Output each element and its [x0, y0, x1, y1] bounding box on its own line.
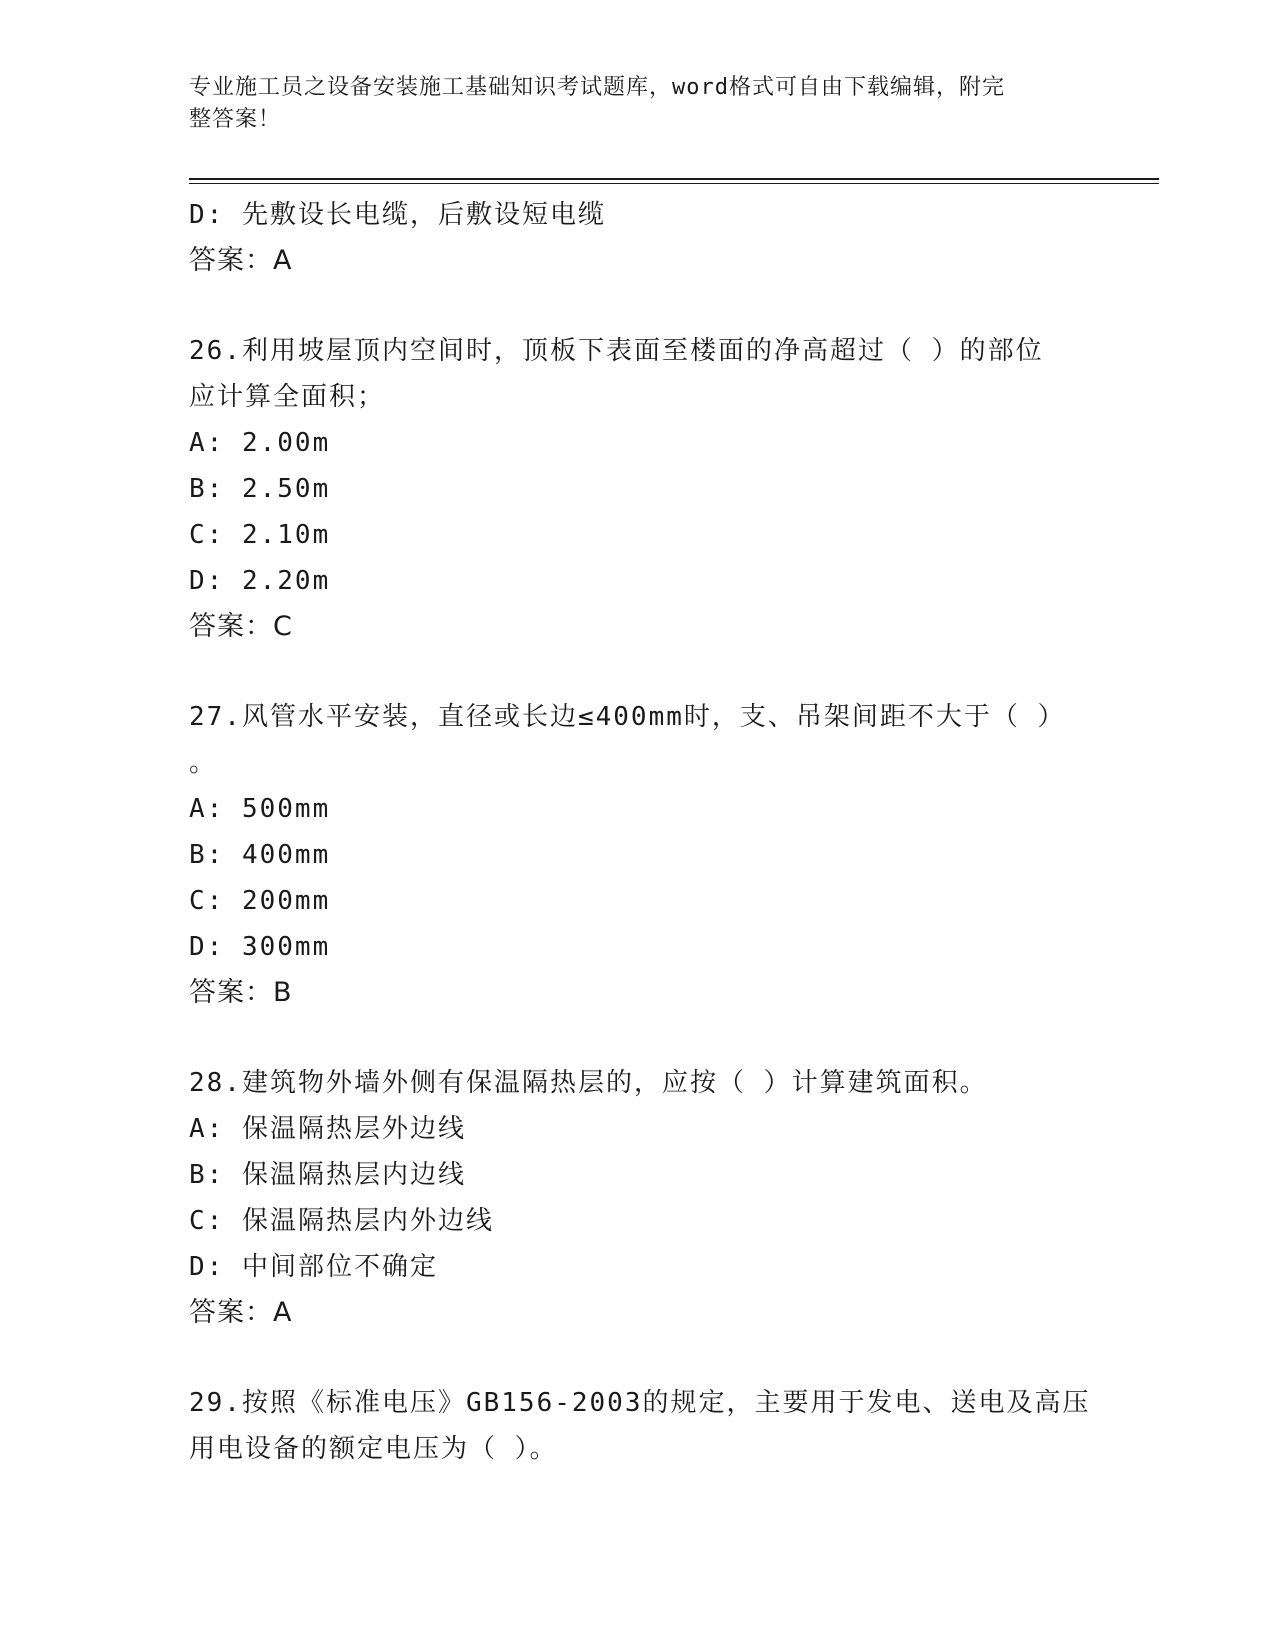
answer: 答案：C: [189, 611, 293, 642]
option-a: A: 500mm: [189, 794, 331, 824]
spacer: [189, 650, 1089, 694]
header-line-1: 专业施工员之设备安装施工基础知识考试题库，word格式可自由下载编辑，附完: [189, 75, 1005, 100]
option-c: C: 2.10m: [189, 520, 331, 550]
option-b: B: 400mm: [189, 840, 331, 870]
spacer: [189, 1016, 1089, 1060]
question-text-line: 。: [189, 748, 218, 778]
option-b: B: 保温隔热层内边线: [189, 1160, 466, 1190]
page-header: [189, 72, 1069, 136]
option-a: A: 2.00m: [189, 428, 331, 458]
question-text-line: 28.建筑物外墙外侧有保温隔热层的，应按（ ）计算建筑面积。: [189, 1068, 988, 1098]
header-divider-thick: [189, 178, 1159, 180]
prev-option-d: D: 先敷设长电缆，后敷设短电缆: [189, 200, 606, 230]
answer: 答案：A: [189, 1297, 293, 1328]
option-a: A: 保温隔热层外边线: [189, 1114, 466, 1144]
spacer: [189, 284, 1089, 328]
answer: 答案：B: [189, 977, 293, 1008]
question-29: [189, 1380, 1089, 1472]
option-d: D: 中间部位不确定: [189, 1252, 438, 1282]
prev-answer: 答案：A: [189, 245, 293, 276]
question-28: [189, 1060, 1089, 1336]
option-d: D: 300mm: [189, 932, 331, 962]
header-line-2: 整答案！: [189, 107, 282, 132]
spacer: [189, 1336, 1089, 1380]
question-text-line: 应计算全面积；: [189, 382, 386, 412]
option-d: D: 2.20m: [189, 566, 331, 596]
question-26: [189, 328, 1089, 650]
header-divider-thin: [189, 183, 1159, 184]
question-27: [189, 694, 1089, 1016]
question-content: [189, 192, 1089, 1472]
question-text-line: 29.按照《标准电压》GB156-2003的规定，主要用于发电、送电及高压: [189, 1388, 1091, 1418]
question-text-line: 27.风管水平安装，直径或长边≤400mm时，支、吊架间距不大于（ ）: [189, 702, 1066, 732]
question-text-line: 用电设备的额定电压为（ ）。: [189, 1434, 558, 1464]
option-c: C: 200mm: [189, 886, 331, 916]
option-b: B: 2.50m: [189, 474, 331, 504]
option-c: C: 保温隔热层内外边线: [189, 1206, 494, 1236]
question-text-line: 26.利用坡屋顶内空间时，顶板下表面至楼面的净高超过（ ）的部位: [189, 336, 1044, 366]
